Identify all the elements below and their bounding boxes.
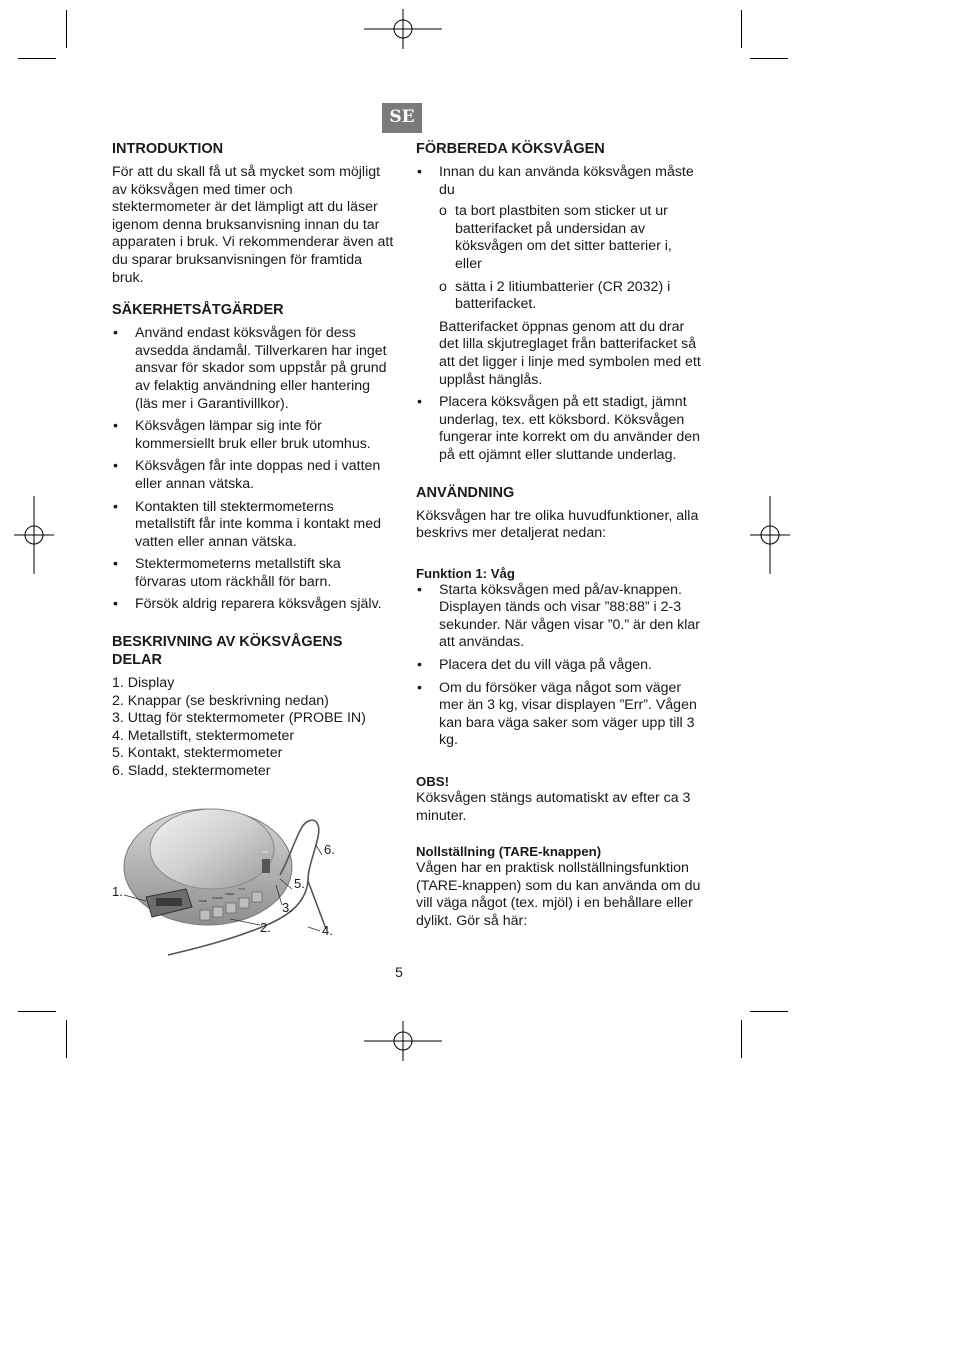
crop-mark <box>66 10 67 48</box>
intro-heading: INTRODUKTION <box>112 141 224 157</box>
list-item: • Om du försöker väga något som väger mer än 3 kg, visar displayen ”Err”. Vågen kan bara väga saker som väger upp till 3 kg. <box>416 680 702 750</box>
list-item: • Starta köksvågen med på/av-knappen. Displayen tänds och visar ”88:88” i 2-3 sekunder. När vågen visar ”0.” är den klar att användas. <box>416 582 702 652</box>
list-item: • Använd endast köksvågen för dess avsedda ändamål. Tillverkaren har inget ansvar för skador som uppstår på grund av felaktig användning eller hantering (läs mer i Garantivillkor). <box>112 325 394 413</box>
obs-heading: OBS! <box>416 774 449 790</box>
registration-mark-right <box>750 496 790 574</box>
sublist-item: o ta bort plastbiten som sticker ut ur batterifacket på undersidan av köksvågen om det sitter batterier i, eller <box>439 203 702 273</box>
sublist-item: o sätta i 2 litiumbatterier (CR 2032) i batterifacket. <box>439 279 702 314</box>
language-badge: SE <box>382 103 422 133</box>
usage-heading: ANVÄNDNING <box>416 484 515 501</box>
crop-mark <box>750 1011 788 1012</box>
list-item: • Stektermometerns metallstift ska förvaras utom räckhåll för barn. <box>112 556 394 591</box>
list-item <box>416 164 702 389</box>
scale-button-text: °C/°F <box>238 886 246 891</box>
crop-mark <box>18 1011 56 1012</box>
list-item: • Kontakten till stektermometerns metallstift får inte komma i kontakt med vatten eller annan vätska. <box>112 499 394 552</box>
safety-list <box>112 325 394 614</box>
right-column <box>416 140 702 931</box>
registration-mark-top <box>364 9 442 49</box>
prep-item-text: Innan du kan använda köksvågen måste du <box>439 164 694 198</box>
crop-mark <box>750 58 788 59</box>
figure-label: 2. <box>260 919 271 935</box>
list-item: • Köksvågen lämpar sig inte för kommersiellt bruk eller bruk utomhus. <box>112 418 394 453</box>
battery-note: Batterifacket öppnas genom att du drar det lilla skjutreglaget från batterifacket så att det ligger i linje med symbolen med ett upplåst hänglås. <box>439 318 701 388</box>
list-item: 3. Uttag för stektermometer (PROBE IN) <box>112 710 366 727</box>
left-column <box>112 140 394 957</box>
function-1-list <box>416 582 702 750</box>
crop-mark <box>741 10 742 48</box>
list-item: • Placera det du vill väga på vågen. <box>416 657 702 675</box>
registration-mark-bottom <box>364 1021 442 1061</box>
intro-text: För att du skall få ut så mycket som möjligt av köksvågen med timer och stektermometer är det lämpligt att du läser igenom denna bruksanvisning innan du tar apparaten i bruk. Vi rekommenderar även att du sparar bruksanvisningen för framtida bruk. <box>112 164 394 286</box>
tare-text: Vågen har en praktisk nollställningsfunktion (TARE-knappen) som du kan använda om du vill väga något (tex. mjöl) i en behållare eller dylikt. Gör så här: <box>416 860 701 929</box>
prep-sublist <box>439 203 702 314</box>
prep-list <box>416 164 702 465</box>
function-1-heading: Funktion 1: Våg <box>416 565 515 581</box>
list-item: • Placera köksvågen på ett stadigt, jämnt underlag, tex. ett köksbord. Köksvågen fungerar inte korrekt om du använder den på ett ojämnt eller sluttande underlag. <box>416 394 702 464</box>
list-item: 1. Display <box>112 675 175 692</box>
crop-mark <box>741 1020 742 1058</box>
parts-list <box>112 675 394 781</box>
prep-heading: FÖRBEREDA KÖKSVÅGEN <box>416 141 605 157</box>
list-item: 5. Kontakt, stektermometer <box>112 745 283 762</box>
figure-label: 6. <box>324 841 335 857</box>
scale-button-text: ON/OFF <box>212 895 224 900</box>
tare-heading: Nollställning (TARE-knappen) <box>416 844 602 860</box>
registration-mark-left <box>14 496 54 574</box>
kitchen-scale-illustration <box>112 797 342 957</box>
scale-side-text: LCD <box>262 849 269 854</box>
crop-mark <box>18 58 56 59</box>
figure-label: 4. <box>322 922 333 938</box>
figure-label: 5. <box>294 875 305 891</box>
scale-button-text: TARE <box>199 898 207 903</box>
crop-mark <box>66 1020 67 1058</box>
parts-heading: BESKRIVNING AV KÖKSVÅGENS DELAR <box>112 634 343 669</box>
list-item: • Köksvågen får inte doppas ned i vatten eller annan vätska. <box>112 458 394 493</box>
usage-intro: Köksvågen har tre olika huvudfunktioner, alla beskrivs mer detaljerat nedan: <box>416 507 699 542</box>
figure-label: 1. <box>112 883 123 899</box>
page-number: 5 <box>395 964 403 980</box>
list-item: • Försök aldrig reparera köksvågen själv. <box>112 596 394 614</box>
safety-heading: SÄKERHETSÅTGÄRDER <box>112 302 284 319</box>
scale-button-text: TIMER <box>225 891 235 896</box>
list-item: 2. Knappar (se beskrivning nedan) <box>112 692 329 709</box>
kitchen-scale-drawing <box>112 797 342 957</box>
list-item: 4. Metallstift, stektermometer <box>112 727 295 744</box>
obs-text: Köksvågen stängs automatiskt av efter ca 3 minuter. <box>416 790 691 824</box>
list-item: 6. Sladd, stektermometer <box>112 763 271 780</box>
figure-label: 3. <box>282 899 293 915</box>
